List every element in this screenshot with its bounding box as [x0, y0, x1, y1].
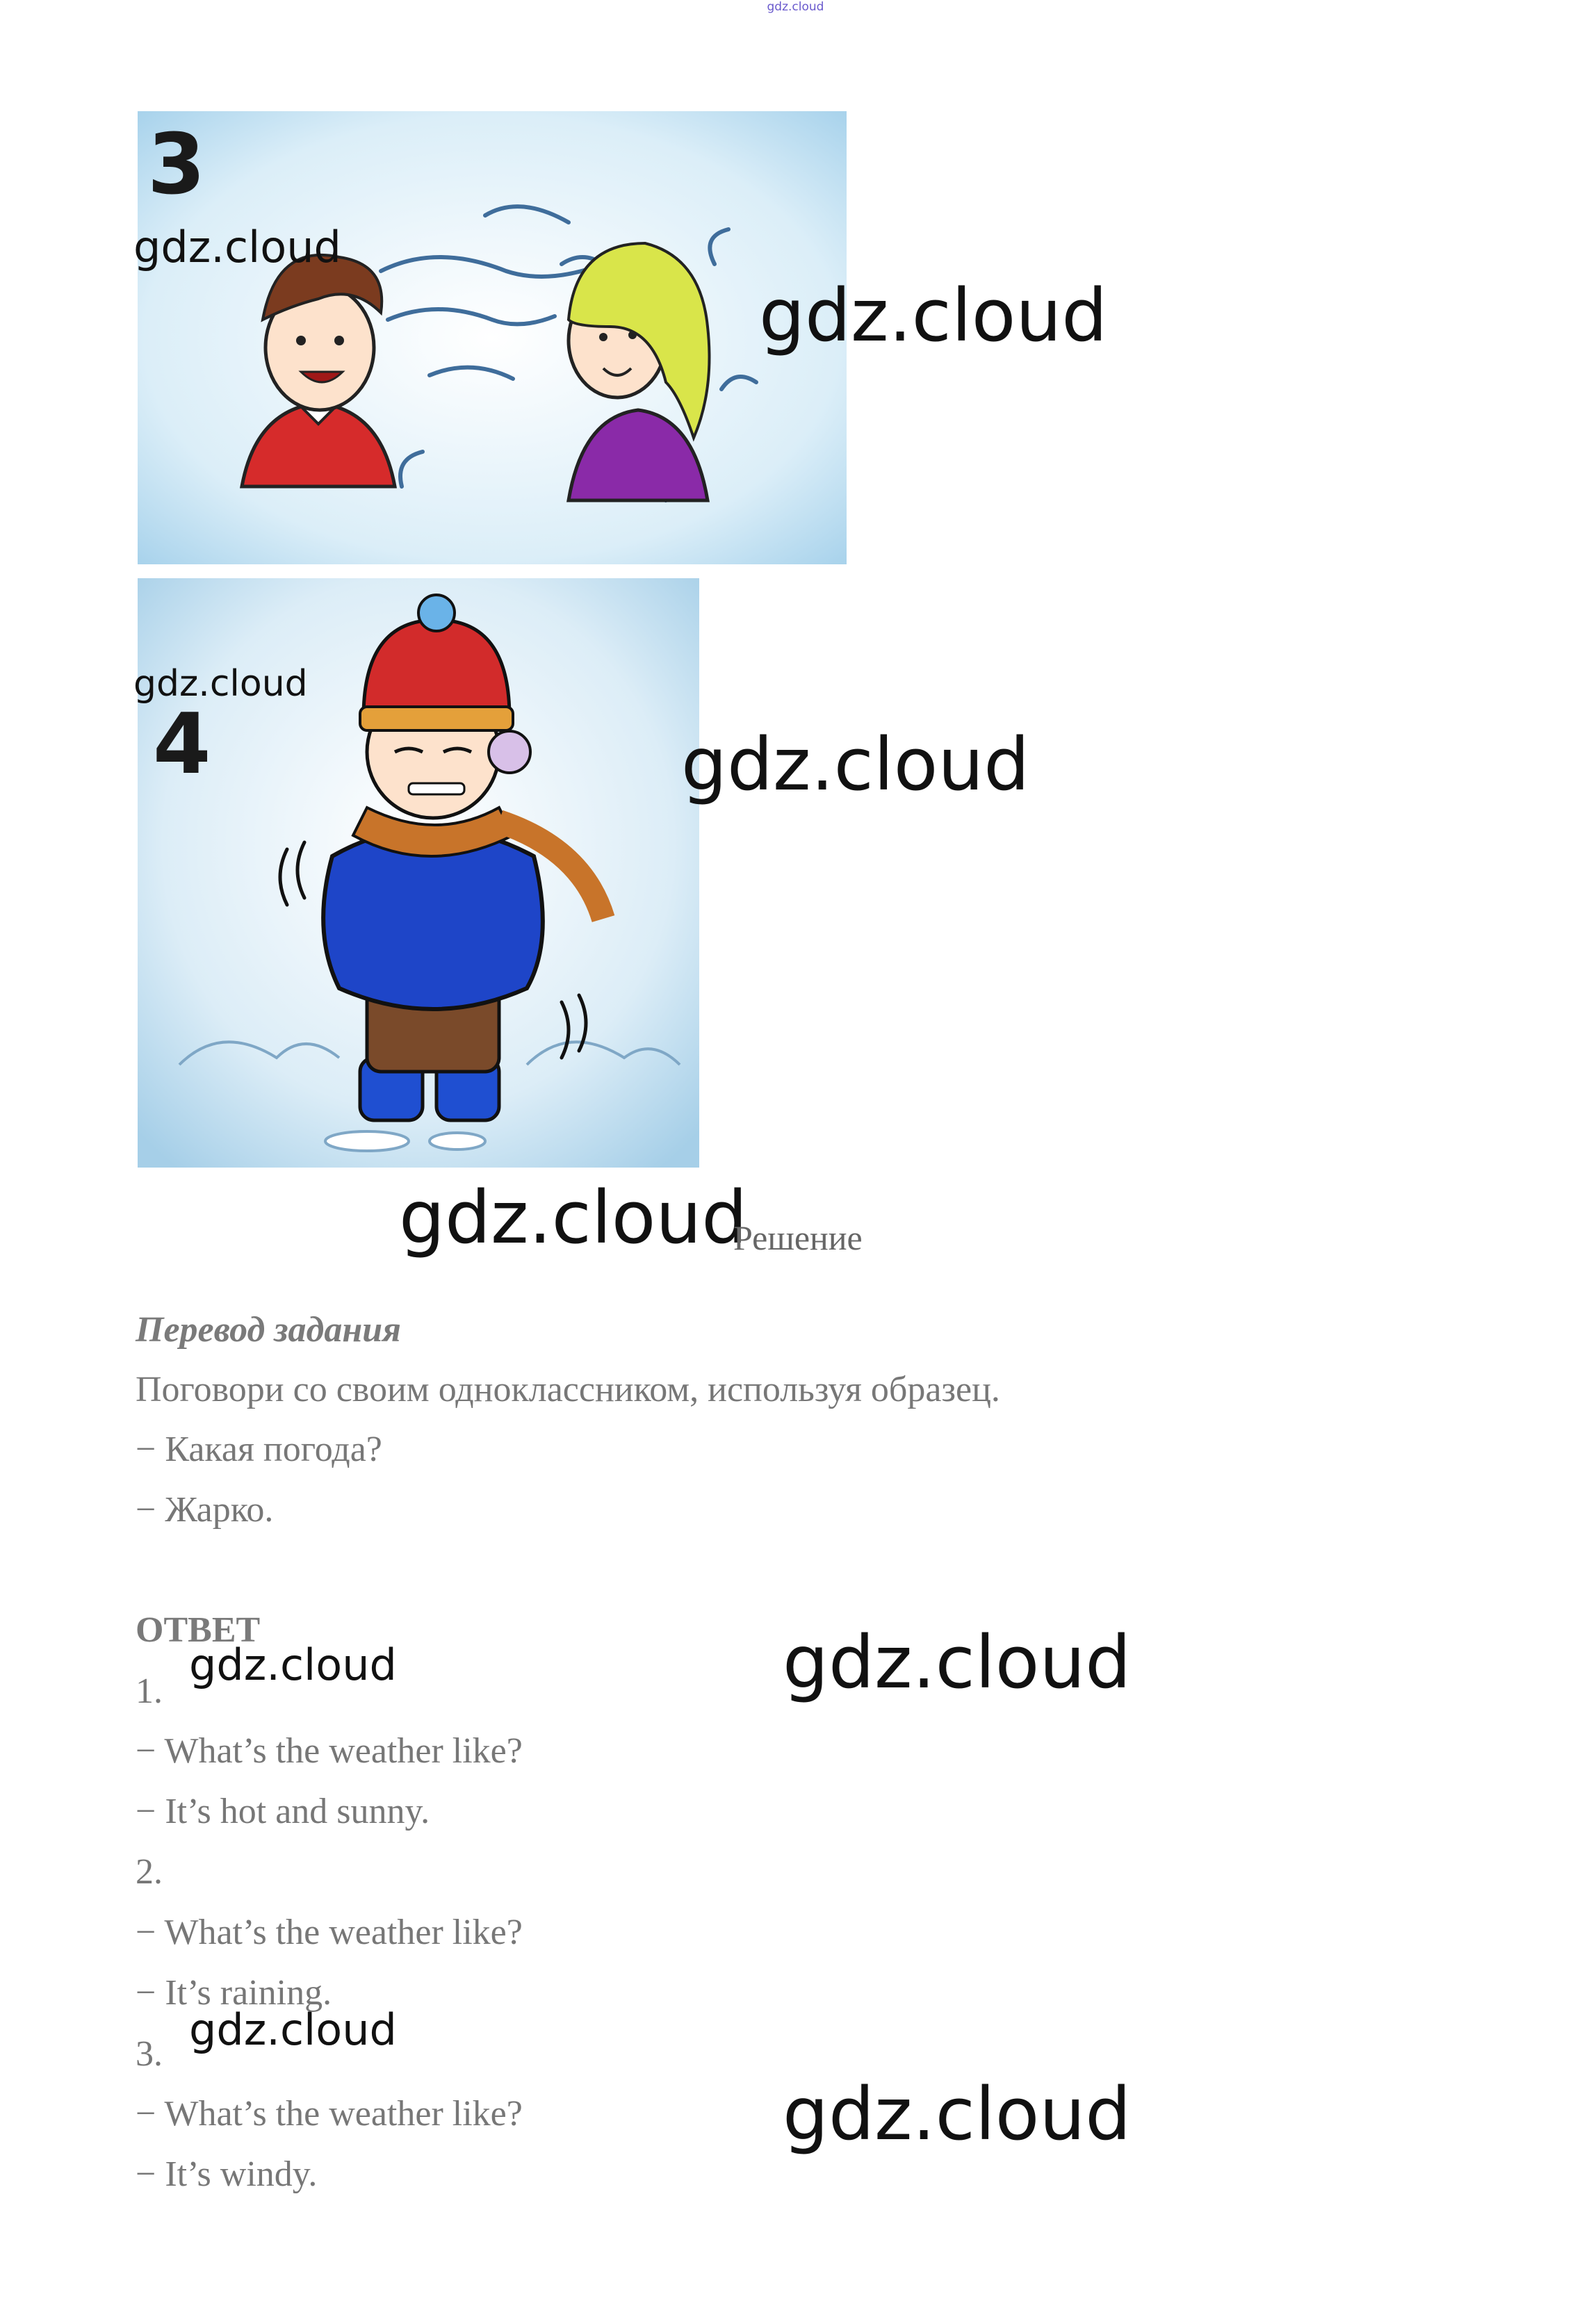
answer-line: − What’s the weather like? — [136, 1913, 523, 1952]
watermark: gdz.cloud — [783, 1620, 1132, 1705]
answer-heading: ОТВЕТ — [136, 1610, 261, 1650]
answer-line: − What’s the weather like? — [136, 1731, 523, 1771]
watermark: gdz.cloud — [133, 663, 308, 705]
watermark: gdz.cloud — [133, 222, 341, 272]
picture-number-4: 4 — [153, 696, 211, 793]
windy-weather-illustration — [138, 111, 847, 564]
watermark: gdz.cloud — [783, 2072, 1132, 2157]
watermark: gdz.cloud — [189, 2004, 397, 2055]
answer-line: − It’s raining. — [136, 1973, 332, 2013]
girl-figure — [569, 243, 710, 500]
answer-line: − What’s the weather like? — [136, 2094, 523, 2134]
translation-line: − Какая погода? — [136, 1430, 382, 1469]
picture-number-3: 3 — [147, 117, 206, 213]
answer-line: 2. — [136, 1852, 163, 1892]
solution-label: Решение — [733, 1218, 863, 1257]
translation-line: Поговори со своим одноклассником, используя образец. — [136, 1370, 1000, 1409]
translation-line: − Жарко. — [136, 1490, 274, 1530]
watermark: gdz.cloud — [759, 273, 1108, 358]
answer-line: − It’s hot and sunny. — [136, 1792, 430, 1831]
watermark: gdz.cloud — [681, 722, 1030, 807]
answer-line: 1. — [136, 1671, 163, 1711]
watermark: gdz.cloud — [189, 1639, 397, 1690]
picture-3-windy — [138, 111, 847, 564]
translation-heading: Перевод задания — [136, 1310, 401, 1350]
answer-line: − It’s windy. — [136, 2154, 318, 2194]
watermark: gdz.cloud — [399, 1175, 748, 1260]
top-watermark: gdz.cloud — [767, 0, 824, 14]
answer-line: 3. — [136, 2034, 163, 2074]
